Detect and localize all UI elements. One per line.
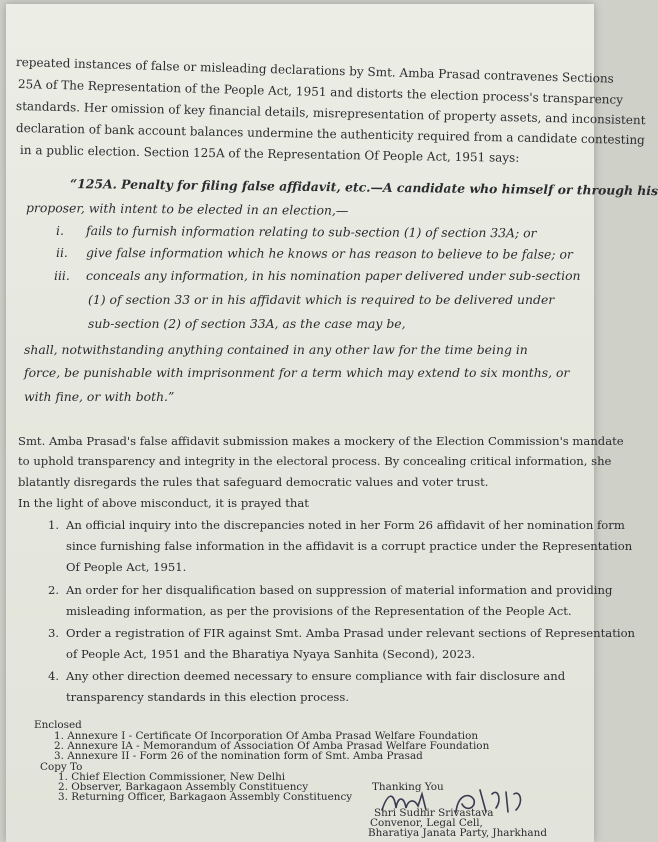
enclosure-item: 1. Annexure I - Certificate Of Incorporation Of Amba Prasad Welfare Foundation (54, 730, 479, 742)
intro-line: standards. Her omission of key financial details, misrepresentation of property assets, and inconsistent (15, 99, 646, 128)
copy-to-item: 3. Returning Officer, Barkagaon Assembly Constituency (58, 791, 353, 803)
intro-line: declaration of bank account balances undermine the authenticity required from a candidate contesting (15, 121, 645, 148)
copy-to-heading: Copy To (40, 761, 83, 773)
prayer-line: Order a registration of FIR against Smt. Amba Prasad under relevant sections of Representation (66, 626, 636, 640)
intro-line: repeated instances of false or misleading declarations by Smt. Amba Prasad contravenes Sections (15, 55, 615, 86)
quote-item-text: fails to furnish information relating to sub-section (1) of section 33A; or (85, 223, 537, 241)
body-line: Smt. Amba Prasad's false affidavit submission makes a mockery of the Election Commission's mandate (18, 434, 624, 448)
prayer-line: Of People Act, 1951. (66, 560, 187, 574)
signer-title: Convenor, Legal Cell, (370, 817, 483, 829)
intro-line: in a public election. Section 125A of the Representation Of People Act, 1951 says: (19, 143, 520, 165)
document-page (6, 4, 658, 842)
quote-closing: shall, notwithstanding anything contained in any other law for the time being in (24, 342, 528, 357)
prayer-line: An order for her disqualification based on suppression of material information and providing (66, 583, 613, 597)
enclosure-item: 2. Annexure IA - Memorandum of Association Of Amba Prasad Welfare Foundation (54, 740, 490, 752)
copy-to-item: 2. Observer, Barkagaon Assembly Constituency (58, 781, 309, 793)
quote-item-num: i. (56, 223, 64, 238)
quote-opening-cont: proposer, with intent to be elected in an election,— (25, 200, 349, 218)
prayer-num: 2. (48, 583, 60, 597)
quote-item-text: conceals any information, in his nomination paper delivered under sub-section (86, 268, 581, 283)
prayer-line: since furnishing false information in the affidavit is a corrupt practice under the Representation (66, 539, 633, 553)
signer-name: Shri Sudhir Srivastava (374, 807, 494, 819)
body-line: blatantly disregards the rules that safeguard democratic values and voter trust. (18, 475, 489, 489)
prayer-num: 3. (48, 626, 60, 640)
intro-line: 25A of The Representation of the People Act, 1951 and distorts the election process's transparency (17, 77, 624, 107)
quote-item-num: ii. (56, 245, 68, 260)
quote-closing: with fine, or with both.” (24, 389, 175, 404)
enclosure-item: 3. Annexure II - Form 26 of the nomination form of Smt. Amba Prasad (54, 750, 423, 762)
prayer-num: 4. (48, 669, 60, 683)
body-line: In the light of above misconduct, it is prayed that (18, 496, 309, 510)
copy-to-item: 1. Chief Election Commissioner, New Delhi (58, 771, 286, 783)
closing-salutation: Thanking You (372, 781, 444, 793)
body-line: to uphold transparency and integrity in the electoral process. By concealing critical information, she (18, 454, 612, 468)
prayer-line: transparency standards in this election process. (66, 690, 350, 704)
quote-closing: force, be punishable with imprisonment for a term which may extend to six months, or (24, 365, 570, 380)
enclosed-heading: Enclosed (34, 719, 82, 731)
quote-item-cont: sub-section (2) of section 33A, as the case may be, (88, 316, 406, 331)
quote-item-num: iii. (54, 268, 70, 283)
prayer-line: Any other direction deemed necessary to ensure compliance with fair disclosure and (66, 669, 566, 683)
prayer-line: An official inquiry into the discrepancies noted in her Form 26 affidavit of her nomination form (66, 518, 625, 532)
prayer-line: misleading information, as per the provisions of the Representation of the People Act. (66, 604, 572, 618)
quote-opening: “125A. Penalty for filing false affidavit, etc.—A candidate who himself or through his (69, 176, 658, 199)
signer-organization: Bharatiya Janata Party, Jharkhand (368, 827, 547, 839)
quote-item-cont: (1) of section 33 or in his affidavit which is required to be delivered under (88, 292, 555, 307)
quote-item-text: give false information which he knows or has reason to believe to be false; or (85, 245, 573, 262)
prayer-num: 1. (48, 518, 60, 532)
prayer-line: of People Act, 1951 and the Bharatiya Nyaya Sanhita (Second), 2023. (66, 647, 476, 661)
